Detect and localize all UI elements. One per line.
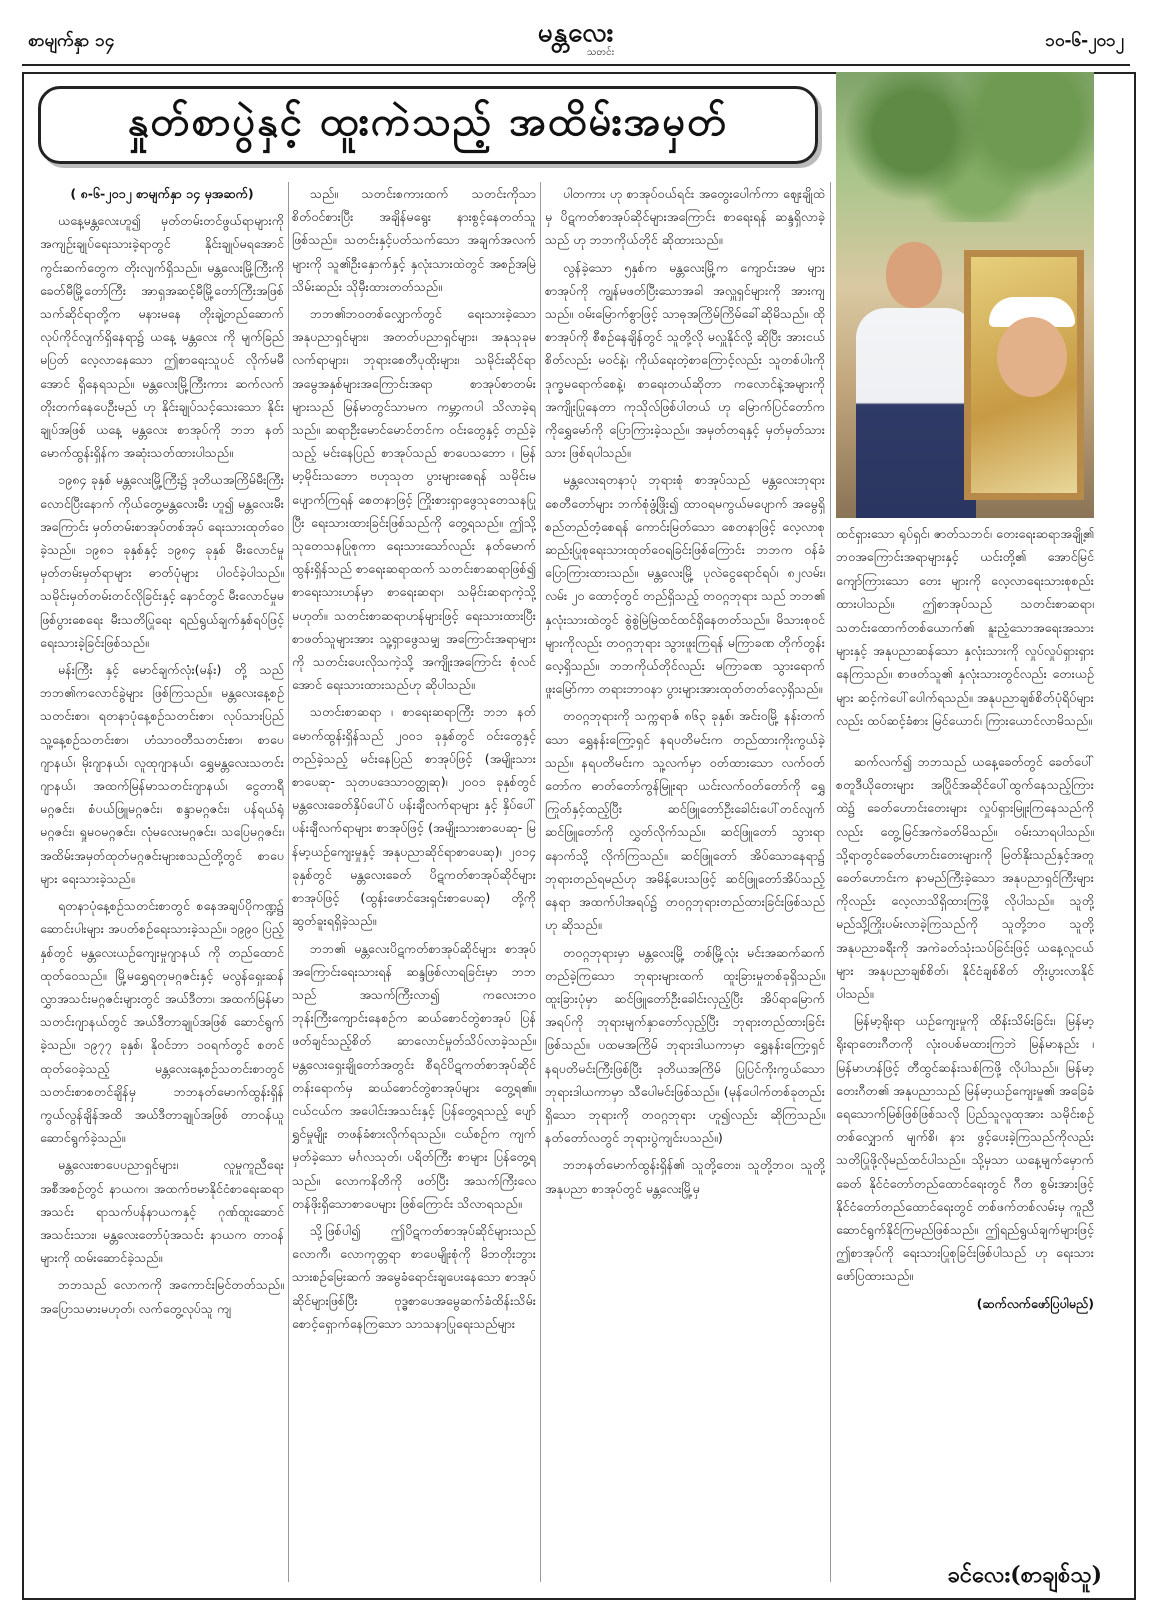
article-photo bbox=[836, 72, 1094, 518]
paragraph: ဘဘ၏ မန္တလေးပိဋကတ်စာအုပ်ဆိုင်များ စာအုပ်အကြောင်းရေးသားရန် ဆန္ဒဖြစ်လာရခြင်းမှာ ဘဘသည် အသက်ကြီးလာ၍ ကလေးဘဝ ဘုန်းကြီးကျောင်းနေစဉ်က ဆယ်စောင်တွဲစာအုပ် ပြန်ဖတ်ချင်သည့်စိတ် ဆာလောင်မှုတ်သိပ်လာခဲ့သည်။ မန္တလေးရှေးချိုတော်အတွင်း စီရင်ပိဋကတ်စာအုပ်ဆိုင်တန်းရောက်မှ ဆယ်စောင်တွဲစာအုပ်များ တွေ့ရ၏။ ငယ်ငယ်က အပေါင်းအသင်းနှင့် ပြန်တွေ့ရသည့် ပျော်ရွှင်မှုမျိုး တဖန်ခံစားလိုက်ရသည်။ ငယ်စဉ်က ကျက်မှတ်ခဲ့သော မင်္ဂလသုတ်၊ ပရိတ်ကြီး စာများ ပြန်တွေ့ရသည်။ လောကနိတိကို ဖတ်ပြီး အသက်ကြီးလေ တန်ဖိုးရှိသောစာပေများ ဖြစ်ကြောင်း သိလာရသည်။ bbox=[292, 940, 536, 1211]
page-header bbox=[22, 18, 1130, 64]
column-divider bbox=[540, 182, 541, 1582]
masthead-title: မန္တလေး bbox=[537, 18, 615, 48]
paragraph: ဘဘသည် လောကကို အကောင်းမြင်တတ်သည်။ အပြောသမားမဟုတ်၊ လက်တွေ့လုပ်သူ ကျ bbox=[40, 1277, 284, 1316]
paragraph: မန်းကြီး နှင့် မောင်ချက်လုံး(မန်း) တို့ သည် ဘဘ၏ကလောင်ခွဲများ ဖြစ်ကြသည်။ မန္တလေးနေ့စဉ်သတင်းစာ၊ ရတနာပုံနေ့စဉ်သတင်းစာ၊ လုပ်သားပြည်သူ့နေ့စဉ်သတင်းစာ၊ ဟံသာဝတီသတင်းစာ၊ စာပေဂျာနယ်၊ မိုးဂျာနယ်၊ လူထုဂျာနယ်၊ ရွှေမန္တလေးသတင်းဂျာနယ်၊ အထက်မြန်မာသတင်းဂျာနယ်၊ ငွေတာရီမဂ္ဂဇင်း၊ စံပယ်ဖြူမဂ္ဂဇင်း၊ စန္ဒာမဂ္ဂဇင်း၊ ပန်ရယ်ရုံမဂ္ဂဇင်း၊ ရှုမဝမဂ္ဂဇင်း၊ လုံမလေးမဂ္ဂဇင်း၊ သပြေမဂ္ဂဇင်း၊ အထိမ်းအမှတ်ထုတ်မဂ္ဂဇင်းများစသည်တို့တွင် စာပေများ ရေးသားခဲ့သည်။ bbox=[40, 662, 284, 886]
photo-caption: ထင်ရှားသော ရုပ်ရှင်၊ ဇာတ်သဘင်၊ တေးရေးဆရာအချို့၏ ဘဝအကြောင်းအရာများနှင့် ယင်းတို့၏ အောင်မြင်ကျော်ကြားသော တေး များကို လေ့လာရေးသားစုစည်းထားပါသည်။ ဤစာအုပ်သည် သတင်းစာဆရာ၊ သတင်းထောက်တစ်ယောက်၏ နူးညံ့သောအရေးအသားများနှင့် အနုပညာဆန်သော နှလုံးသားကို လှုပ်လှုပ်ရှားရှားနေကြသည်။ စာဖတ်သူ၏ နှလုံးသားတွင်လည်း တေးယဉ်များ ဆင့်ကဲပေါ်ပေါက်ရသည်။ အနုပညာချစ်စိတ်ပုံရိပ်များလည်း ထပ်ဆင့်ခံစား မြင်ယောင်၊ ကြားယောင်လာမိသည်။ bbox=[836, 526, 1094, 729]
article-column-4 bbox=[836, 750, 1094, 1565]
headline: နှုတ်စာပွဲနှင့် ထူးကဲသည့် အထိမ်းအမှတ် bbox=[127, 97, 729, 145]
paragraph: မန္တလေးရတနာပုံ ဘုရားစုံ စာအုပ်သည် မန္တလေးဘုရားစေတီတော်များ ဘက်စုံဖွံ့ဖြိုး၍ ထာဝရမကွယ်မပျောက် အမွေရှိစည်တည်တံ့စေရန် ကောင်းမြတ်သော စေတနာဖြင့် လေ့လာစုဆည်းပြုစုရေးသားထုတ်ဝေရခြင်းဖြစ်ကြောင်း ဘဘက ဝန်ခံပြောကြားထားသည်။ မန္တလေးမြို့ ပုလဲငွေရောင်ရပ်၊ ၈၂လမ်း၊ လမ်း ၂၀ ထောင့်တွင် တည်ရှိသည့် တဝဂ္ဂဘုရား သည် ဘဘ၏ နှလုံးသားထဲတွင် စွဲစွဲမြဲမြဲထင်ထင်ရှိနေတတ်သည်။ မိသားစုဝင်များကိုလည်း တဝဂ္ဂဘုရား သွားဖူးကြရန် မကြာခဏ တိုက်တွန်းလေ့ရှိသည်။ ဘဘကိုယ်တိုင်လည်း မကြာခဏ သွားရောက်ဖူးမြော်ကာ တရားဘာဝနာ ပွားများအားထုတ်တတ်လေ့ရှိသည်။ bbox=[545, 472, 825, 697]
column-divider bbox=[288, 182, 289, 1582]
article-column-1 bbox=[40, 182, 284, 1582]
tree-canopy bbox=[836, 72, 1094, 222]
header-divider bbox=[22, 64, 1130, 66]
person-head bbox=[886, 242, 942, 308]
portrait-face bbox=[997, 317, 1067, 397]
continued-note: (ဆက်လက်ဖော်ပြပါမည်) bbox=[976, 1295, 1094, 1311]
headline-box bbox=[38, 86, 818, 164]
paragraph: သို့ဖြစ်ပါ၍ ဤပိဋကတ်စာအုပ်ဆိုင်များသည် လောကီ၊ လောကုတ္တရာ စာပေမျိုးစုံကို မိဘတိုးဘွား သားစဉ်မြေးဆက် အမွေခံရောင်းချပေးနေသော စာအုပ်ဆိုင်များဖြစ်ပြီး ဗုဒ္ဓစာပေအမွေဆက်ခံထိန်းသိမ်းစောင့်ရှောက်နေကြသော သာသနာပြုရေးသည်များ bbox=[292, 1222, 536, 1331]
paragraph: မန္တလေးစာပေပညာရှင်များ၊ လူမှုကူညီရေး အစီအစဉ်တွင် နာယက၊ အထက်ဗမာနိုင်ငံစာရေးဆရာအသင်း ရာသက်ပန်နာယကနှင့် ဂုဏ်ထူးဆောင် အသင်းသား၊ မန္တလေးတော်ပုံအသင်း နာယက တာဝန်များကို ထမ်းဆောင်ခဲ့သည်။ bbox=[40, 1157, 284, 1266]
paragraph: တဝဂ္ဂဘုရားမှာ မန္တလေးမြို့ တစ်မြို့လုံး မင်းအဆက်ဆက်တည်ခဲ့ကြသော ဘုရားများထက် ထူးခြားမှုတစ်ခုရှိသည်။ ထူးခြားပုံမှာ ဆင်ဖြူတော်ဦးခေါင်းလှည့်ပြီး အိပ်ရာမြောက်အရပ်ကို ဘုရားမျက်နှာတော်လှည့်ပြီး ဘုရားတည်ထားခြင်းဖြစ်သည်။ ပထမအကြိမ် ဘုရားဒါယကာမှာ ရွှေနန်းကြော့ရှင် နရပတိမင်းကြီးဖြစ်ပြီး ဒုတိယအကြိမ် ပြုပြင်ကိုးကွယ်သော ဘုရားဒါယကာမှာ သီပေါမင်းဖြစ်သည်။ (မုန်ပေါက်တစ်ခုတည်းရှိသော ဘုရားကို တဝဂ္ဂဘုရား ဟူ၍လည်း ဆိုကြသည်။ နတ်တော်လတွင် ဘုရားပွဲကျင်းပသည်။) bbox=[545, 944, 825, 1146]
paragraph: ၁၉၈၄ ခုနှစ် မန္တလေးမြို့ကြီး၌ ဒုတိယအကြိမ်မီးကြီးလောင်ပြီးနောက် ကိုယ်တွေ့မန္တလေးမီး ဟူ၍ မန္တလေးမီးအကြောင်း မှတ်တမ်းစာအုပ်တစ်အုပ် ရေးသားထုတ်ဝေခဲ့သည်။ ၁၉၈၁ ခုနှစ်နှင့် ၁၉၈၄ ခုနှစ် မီးလောင်မှုမှတ်တမ်းမှတ်ရာများ ဓာတ်ပုံများ ပါဝင်ခဲ့ပါသည်။ သမိုင်းမှတ်တမ်းတင်လိုခြင်းနှင့် နောင်တွင် မီးလောင်မှုမဖြစ်ပွားစေရေး မီးသတိပြုရေး ရည်ရွယ်ချက်နှစ်ရပ်ဖြင့် ရေးသားခဲ့ခြင်းဖြစ်သည်။ bbox=[40, 472, 284, 650]
masthead-logo bbox=[538, 18, 614, 58]
author-byline: ခင်လေး(စာချစ်သူ) bbox=[947, 1562, 1102, 1588]
dateline: ( ၈-၆-၂၀၁၂ စာမျက်နှာ ၁၄ မှအဆက်) bbox=[70, 186, 254, 201]
paragraph: သတင်းစာဆရာ ၊ စာရေးဆရာကြီး ဘဘ နတ်မောက်ထွန်းရှိန်သည် ၂၀၀၁ ခုနှစ်တွင် ဝင်းတွေနှင့်တည်ခဲ့သည့် မင်းနေပြည် စာအုပ်ဖြင့် (အမျိုးသားစာပေဆု- သုတပဒေသာဝတ္ထုဆု)၊ ၂၀၀၁ ခုနှစ်တွင် မန္တလေးခေတ်နှိပ်ပေါ်ပ် ပန်းချီလက်ရာများ နှင့် နှိပ်ပေါ် ပန်းချီလက်ရာများ စာအုပ်ဖြင့် (အမျိုးသားစာပေဆု- မြန်မာ့ယဉ်ကျေးမှုနှင့် အနုပညာဆိုင်ရာစာပေဆု)၊ ၂၀၁၄ ခုနှစ်တွင် မန္တလေးခေတ် ပိဋကတ်စာအုပ်ဆိုင်များ စာအုပ်ဖြင့် (ထွန်းဖောင်ဒေးရှင်းစာပေဆု) တို့ကို ဆွတ်ခူးရရှိခဲ့သည်။ bbox=[292, 704, 536, 929]
page-number: စာမျက်နှာ ၁၄ bbox=[28, 31, 115, 51]
person-figure bbox=[856, 308, 976, 518]
column-divider bbox=[830, 182, 831, 1582]
issue-date: ၁၀-၆-၂၀၁၂ bbox=[1045, 31, 1124, 51]
paragraph: မြန်မာ့ရိုးရာ ယဉ်ကျေးမှုကို ထိန်းသိမ်းခြင်း၊ မြန်မာ့ရိုးရာတေးဂီတကို လုံးဝပစ်မထားကြဘဲ မြန်မာနည်း ၊ မြန်မာဟန်ဖြင့် တီထွင်ဆန်းသစ်ကြဖို့ လိုပါသည်။ မြန်မာ့တေးဂီတ၏ အနုပညာသည် မြန်မာ့ယဉ်ကျေးမှု၏ အခြေခံရေသောက်မြစ်ဖြစ်ဖြစ်သလို ပြည်သူလူထုအား သမိုင်းစဉ်တစ်လျှောက် မျက်စိ၊ နား ဖွင့်ပေးခဲ့ကြသည်ကိုလည်း သတိပြုဖို့လိုမည်ထင်ပါသည်။ သို့မှသာ ယနေ့မျက်မှောက်ခေတ် နိုင်ငံတော်တည်ထောင်ရေးတွင် ဂီတ စွမ်းအားဖြင့် နိုင်ငံတော်တည်ထောင်ရေးတွင် တစ်ဖက်တစ်လမ်းမှ ကူညီဆောင်ရွက်နိုင်ကြမည်ဖြစ်သည်။ ဤရည်ရွယ်ချက်များဖြင့် ဤစာအုပ်ကို ရေးသားပြုစုခြင်းဖြစ်ပါသည် ဟု ရေးသားဖော်ပြထားသည်။ bbox=[836, 1013, 1094, 1284]
framed-portrait bbox=[964, 250, 1084, 500]
paragraph: တဝဂ္ဂဘုရားကို သက္ကရာဇ် ၈၆၃ ခုနှစ်၊ အင်းဝမြို့ နန်းတက်သော ရွှေနန်းကြော့ရှင် နရပတိမင်းက တည်ထားကိုးကွယ်ခဲ့သည်။ နရပတိမင်းက သူ့လက်မှာ ဝတ်ထားသော လက်ဝတ်တော်က ဓာတ်တော်ကွန်မြူးရာ ယင်းလက်ဝတ်တော်ကို ရွှေကြုတ်နှင့်ထည့်ပြီး ဆင်ဖြူတော်ဦးခေါင်းပေါ်တင်လျက် ဆင်ဖြူတော်ကို လွှတ်လိုက်သည်။ ဆင်ဖြူတော် သွားရာနောက်သို့ လိုက်ကြသည်။ ဆင်ဖြူတော် အိပ်သောနေရာ၌ ဘုရားတည်ရမည်ဟု အမိန့်ပေးသဖြင့် ဆင်ဖြူတော်အိပ်သည့်နေရာ အထက်ပါအရပ်၌ တဝဂ္ဂဘုရားတည်ထားခြင်းဖြစ်သည်ဟု ဆိုသည်။ bbox=[545, 708, 825, 933]
article-column-2 bbox=[292, 182, 536, 1582]
paragraph: လွန်ခဲ့သော ၅နှစ်က မန္တလေးမြို့က ကျောင်းအမ များ စာအုပ်ကို ကျွန်မဖတ်ပြီးသောအခါ အလှူရှင်များကို အားကျသည်။ ဝမ်းမြောက်စွာဖြင့် သာဓုအကြိမ်ကြိမ်ခေါ်ဆိုမိသည်။ ထိုစာအုပ်ကို စီစဉ်နေချိန်တွင် သူတို့လို မလှူနိုင်လို့ ဆိုပြီး အားငယ်စိတ်လည်း မဝင်နဲ့၊ ကိုယ်ရေးတဲ့စာကြောင့်လည်း သူတစ်ပါးကို ဒုက္ခမရောက်စေနဲ့၊ စာရေးတယ်ဆိုတာ ကလောင်နဲ့အများကို အကျိုးပြုနေတာ ကုသိုလ်ဖြစ်ပါတယ် ဟု မြောက်ပြင်တော်က ကိုရွှေမော်ကို ပြောကြားခဲ့သည်။ အမှတ်တရနှင့် မှတ်မှတ်သားသား ဖြစ်ရပါသည်။ bbox=[545, 259, 825, 461]
paragraph: ပါတကား ဟု စာအုပ်ဝယ်ရင်း အတွေးပေါက်ကာ ဈေးချိုထဲမှ ပိဋကတ်စာအုပ်ဆိုင်များအကြောင်း စာရေးရန် ဆန္ဒရှိလာခဲ့သည် ဟု ဘဘကိုယ်တိုင် ဆိုထားသည်။ bbox=[545, 186, 825, 248]
paragraph: ဘဘ၏ဘဝတစ်လျှောက်တွင် ရေးသားခဲ့သော အနုပညာရှင်များ၊ အတတ်ပညာရှင်များ၊ အနုသုခုမလက်ရာများ၊ ဘုရားစေတီပုထိုးများ၊ သမိုင်းဆိုင်ရာအမွေအနှစ်များအကြောင်းအရာ စာအုပ်စာတမ်းများသည် မြန်မာတွင်သာမက ကမ္ဘာ့ကပါ သိလာခဲ့ရသည်။ ဆရာဦးမောင်မောင်တင်က ဝင်းတွေနှင့် တည်ခဲ့သည့် မင်းနေပြည် စာအုပ်သည် စာပေသဘော ၊ မြန်မာ့မိုင်းသဘော ဗဟုသုတ ပွားများစေရန် သမိုင်းမပျောက်ကြရန် စေတနာဖြင့် ကြိုးစားရှာဖွေသုတေသနပြုပြီး ရေးသားထားခြင်းဖြစ်သည်ကို တွေ့ရသည်။ ဤသို့ သုတေသနပြုစုကာ ရေးသားသော်လည်း နတ်မောက်ထွန်းရှိန်သည် စာရေးဆရာထက် သတင်းစာဆရာဖြစ်၍ စာရေးသားဟန်မှာ စာရေးဆရာ၊ သမိုင်းဆရာကဲ့သို့ မဟုတ်။ သတင်းစာဆရာဟန်များဖြင့် ရေးသားထားပြီး စာဖတ်သူများအား သူ့ရှာဖွေသမျှ အကြောင်းအရာများကို သတင်းပေးလိုသကဲ့သို့ အကျိုးအကြောင်း စုံလင်အောင် ရေးသားထားသည်ဟု ဆိုပါသည်။ bbox=[292, 306, 536, 693]
paragraph: ရတနာပုံနေ့စဉ်သတင်းစာတွင် စနေအချပ်ပိုကဏ္ဍ၌ ဆောင်းပါးများ အပတ်စဉ်ရေးသားခဲ့သည်။ ၁၉၉၀ ပြည့်နှစ်တွင် မန္တလေးယဉ်ကျေးမှုဂျာနယ် ကို တည်ထောင်ထုတ်ဝေသည်။ မြို့မရွှေရတုမဂ္ဂဇင်းနှင့် မလွန်ရှေးဆန်လွှာအသင်းမဂ္ဂဇင်းများတွင် အယ်ဒီတာ၊ အထက်မြန်မာသတင်းဂျာနယ်တွင် အယ်ဒီတာချုပ်အဖြစ် ဆောင်ရွက်ခဲ့သည်။ ၁၉၇၇ ခုနှစ်၊ နိုဝင်ဘာ ၁၀ရက်တွင် စတင်ထုတ်ဝေခဲ့သည့် မန္တလေးနေ့စဉ်သတင်းစာတွင် သတင်းစာစတင်ချိန်မှ ဘဘနတ်မောက်ထွန်းရှိန် ကွယ်လွန်ချိန်အထိ အယ်ဒီတာချုပ်အဖြစ် တာဝန်ယူ ဆောင်ရွက်ခဲ့သည်။ bbox=[40, 898, 284, 1146]
paragraph: ဘဘနတ်မောက်ထွန်းရှိန်၏ သူတို့တေး၊ သူတို့ဘဝ၊ သူတို့အနုပညာ စာအုပ်တွင် မန္တလေးမြို့မှ bbox=[545, 1157, 825, 1196]
paragraph: သည်။ သတင်းစကားထက် သတင်းကိုသာ စိတ်ဝင်စားပြီး အချိန်မရွေး နားစွင့်နေတတ်သူ ဖြစ်သည်။ သတင်းနှင့်ပတ်သက်သော အချက်အလက်များကို သူ၏ဦးနှောက်နှင့် နှလုံးသားထဲတွင် အစဉ်အမြဲ သိမ်းဆည်း သိုမှီးထားတတ်သည်။ bbox=[292, 186, 536, 294]
article-column-3 bbox=[545, 182, 825, 1582]
paragraph: ယနေ့မန္တလေးဟူ၍ မှတ်တမ်းတင်ဖွယ်ရာများကို အကျဉ်းချုပ်ရေးသားခဲ့ရာတွင် နိုင်းချုပ်မရအောင် ကွင်းဆက်တွေက တိုးလျက်ရှိသည်။ မန္တလေးမြို့ကြီးကို ခေတ်မီမြို့တော်ကြီး အာရှအဆင့်မီမြို့တော်ကြီးအဖြစ် သက်ဆိုင်ရာတို့က မနားမနေ တိုးချဲ့တည်ဆောက်လုပ်ကိုင်လျက်ရှိနေရာ၌ ယနေ့ မန္တလေး ကို မျက်ခြည်မပြတ် လေ့လာနေသော ဤစာရေးသူပင် လိုက်မမီအောင် ရှိနေရသည်။ မန္တလေးမြို့ကြီးကား ဆက်လက်တိုးတက်နေပေဦးမည် ဟု နိုင်းချုပ်သင့်သေးသော နိုင်းချုပ်အဖြစ် ယနေ့ မန္တလေး စာအုပ်ကို ဘဘ နတ်မောက်ထွန်းရှိန်က အဆုံးသတ်ထားပါသည်။ bbox=[40, 213, 284, 461]
paragraph: ဆက်လက်၍ ဘဘသည် ယနေ့ခေတ်တွင် ခေတ်ပေါ်စတူဒီယိုတေးများ အပြိုင်အဆိုင်ပေါ်ထွက်နေသည့်ကြားထဲ၌ ခေတ်ဟောင်းတေးများ လှုပ်ရှားမြူးကြနေသည်ကိုလည်း တွေ့မြင်အကဲခတ်မိသည်။ ဝမ်းသာရပါသည်။ သို့ရာတွင်ခေတ်ဟောင်းတေးများကို မြတ်နိုးသည်နှင့်အတူ ခေတ်ဟောင်းက နာမည်ကြီးခဲ့သော အနုပညာရှင်ကြီးများကိုလည်း လေ့လာသိရှိထားကြဖို့ လိုပါသည်။ သူတို့ မည်သို့ကြိုးပမ်းလာခဲ့ကြသည်ကို သူတို့ဘဝ သူတို့အနုပညာခရီးကို အကဲခတ်သုံးသပ်ခြင်းဖြင့် ယနေ့လူငယ်များ အနုပညာချစ်စိတ်၊ နိုင်ငံချစ်စိတ် တိုးပွားလာနိုင်ပါသည်။ bbox=[836, 754, 1094, 1002]
masthead-subtitle: သတင်း bbox=[586, 47, 615, 58]
